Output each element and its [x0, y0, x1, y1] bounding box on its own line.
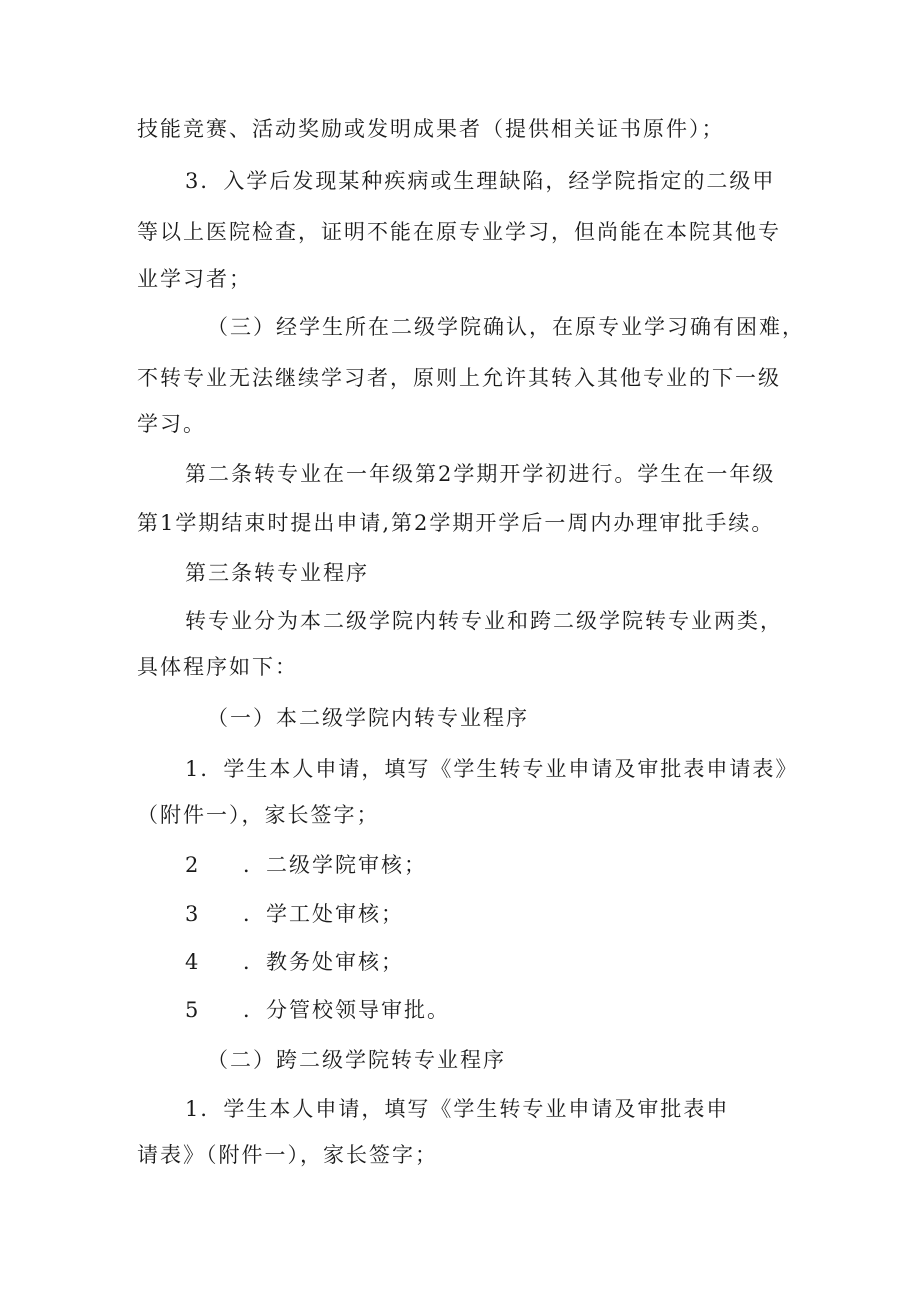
paragraph-line: 3．入学后发现某种疾病或生理缺陷，经学院指定的二级甲 — [185, 169, 776, 193]
list-item — [185, 996, 450, 1024]
section-heading: （三）经学生所在二级学院确认，在原专业学习确有困难， — [207, 315, 805, 339]
paragraph-line: 具体程序如下： — [137, 655, 298, 679]
article-heading: 第三条转专业程序 — [185, 561, 369, 585]
list-item — [185, 900, 404, 928]
section-heading: （一）本二级学院内转专业程序 — [207, 706, 529, 730]
step-text: ．二级学院审核； — [243, 853, 427, 877]
paragraph-line: 不转专业无法继续学习者，原则上允许其转入其他专业的下一级 — [137, 366, 781, 390]
paragraph-line: 学习。 — [137, 412, 206, 436]
article-paragraph: 第二条转专业在一年级第2学期开学初进行。学生在一年级 — [185, 462, 776, 486]
list-item — [185, 851, 427, 879]
paragraph-line: 第1学期结束时提出申请,第2学期开学后一周内办理审批手续。 — [137, 511, 775, 535]
paragraph-line: （附件一），家长签字； — [137, 803, 380, 827]
paragraph-line: 技能竞赛、活动奖励或发明成果者（提供相关证书原件）； — [137, 117, 725, 141]
step-text: ．分管校领导审批。 — [243, 998, 450, 1022]
step-number: 4 — [185, 950, 201, 974]
list-item: 1．学生本人申请，填写《学生转专业申请及审批表申 — [185, 1097, 730, 1121]
list-item: 1．学生本人申请，填写《学生转专业申请及审批表申请表》 — [185, 757, 799, 781]
step-number: 2 — [185, 853, 201, 877]
section-heading: （二）跨二级学院转专业程序 — [207, 1048, 506, 1072]
list-item — [185, 948, 404, 976]
paragraph-line: 业学习者； — [137, 267, 252, 291]
step-text: ．学工处审核； — [243, 902, 404, 926]
paragraph-line: 等以上医院检查，证明不能在原专业学习，但尚能在本院其他专 — [137, 220, 781, 244]
step-number: 3 — [185, 902, 201, 926]
paragraph-line: 转专业分为本二级学院内转专业和跨二级学院转专业两类， — [185, 609, 783, 633]
step-text: ．教务处审核； — [243, 950, 404, 974]
step-number: 5 — [185, 998, 201, 1022]
paragraph-line: 请表》（附件一），家长签字； — [137, 1143, 438, 1167]
